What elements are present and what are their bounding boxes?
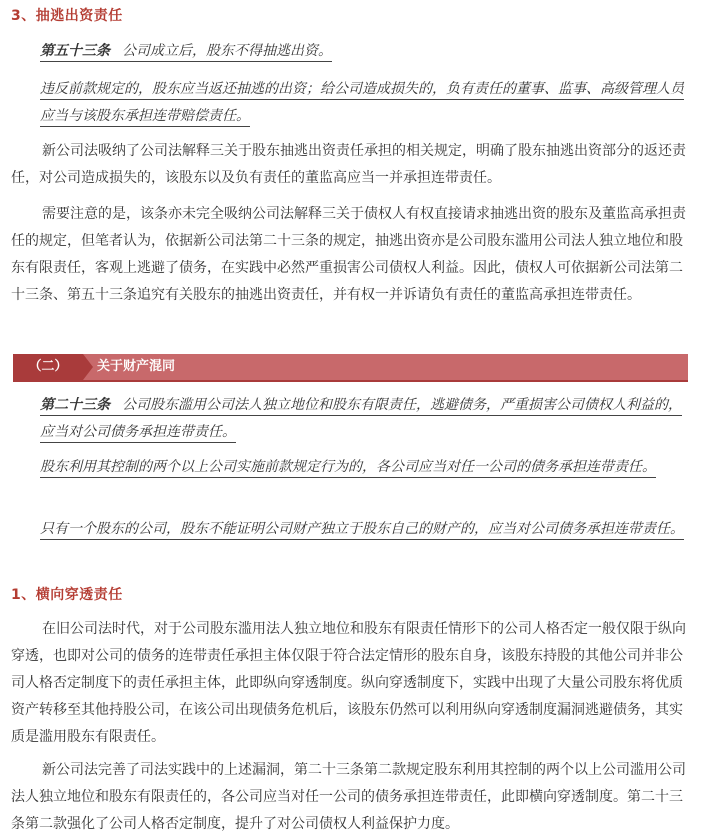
article-53-quote [40, 38, 690, 65]
article-23-number: 第二十三条 [40, 397, 110, 413]
article-53-text: 公司成立后，股东不得抽逃出资。 [122, 43, 332, 59]
banner-underline [13, 380, 688, 382]
paragraph-capital-withdrawal-2: 需要注意的是，该条亦未完全吸纳公司法解释三关于债权人有权直接请求抽逃出资的股东及董监高承担责任的规定，但笔者认为，依据新公司法第二十三条的规定，抽逃出资亦是公司股东滥用公司法人独立地位和股东有限责任，客观上逃避了债务，在实践中必然严重损害公司债权人利益。因此，债权人可依据新公司法第二十三条、第五十三条追究有关股东的抽逃出资责任，并有权一并诉请负有责任的董监高承担连带责任。 [11, 206, 686, 303]
article-53-paragraph-2 [40, 76, 690, 130]
paragraph-capital-withdrawal-1: 新公司法吸纳了公司法解释三关于股东抽逃出资责任承担的相关规定，明确了股东抽逃出资部分的返还责任，对公司造成损失的，该股东以及负有责任的董监高应当一并承担连带责任。 [11, 143, 686, 186]
section-banner-title: 关于财产混同 [97, 359, 176, 374]
paragraph-horizontal-piercing-2: 新公司法完善了司法实践中的上述漏洞，第二十三条第二款规定股东利用其控制的两个以上公司滥用公司法人独立地位和股东有限责任的，各公司应当对任一公司的债务承担连带责任，此即横向穿透制度。第二十三条第二款强化了公司人格否定制度，提升了对公司债权人利益保护力度。 [11, 762, 686, 832]
section-heading-horizontal-piercing: 1、横向穿透责任 [11, 587, 123, 603]
article-53-paragraph-2-text: 违反前款规定的，股东应当返还抽逃的出资；给公司造成损失的，负有责任的董事、监事、高级管理人员应当与该股东承担连带赔偿责任。 [40, 81, 684, 127]
article-23-paragraph-3-block [40, 516, 690, 543]
section-heading-capital-withdrawal: 3、抽逃出资责任 [11, 8, 123, 24]
paragraph-horizontal-piercing-1: 在旧公司法时代，对于公司股东滥用法人独立地位和股东有限责任情形下的公司人格否定一般仅限于纵向穿透，也即对公司的债务的连带责任承担主体仅限于符合法定情形的股东自身，该股东持股的其他公司并非公司人格否定制度下的责任承担主体，此即纵向穿透制度。纵向穿透制度下，实践中出现了大量公司股东将优质资产转移至其他持股公司，在该公司出现债务危机后，该股东仍然可以利用纵向穿透制度漏洞逃避债务，其实质是滥用股东有限责任。 [11, 621, 686, 745]
section-badge: （二） [13, 354, 83, 380]
article-53-number: 第五十三条 [40, 43, 110, 59]
section-banner-property-commingling [13, 354, 688, 380]
article-23-paragraph-2: 股东利用其控制的两个以上公司实施前款规定行为的，各公司应当对任一公司的债务承担连带责任。 [40, 459, 656, 478]
article-23-paragraph-3: 只有一个股东的公司，股东不能证明公司财产独立于股东自己的财产的，应当对公司债务承担连带责任。 [40, 521, 684, 540]
article-23-paragraph-2-block [40, 454, 690, 481]
article-23-quote [40, 392, 690, 446]
article-23-paragraph-1: 公司股东滥用公司法人独立地位和股东有限责任，逃避债务，严重损害公司债权人利益的，应当对公司债务承担连带责任。 [40, 397, 682, 440]
